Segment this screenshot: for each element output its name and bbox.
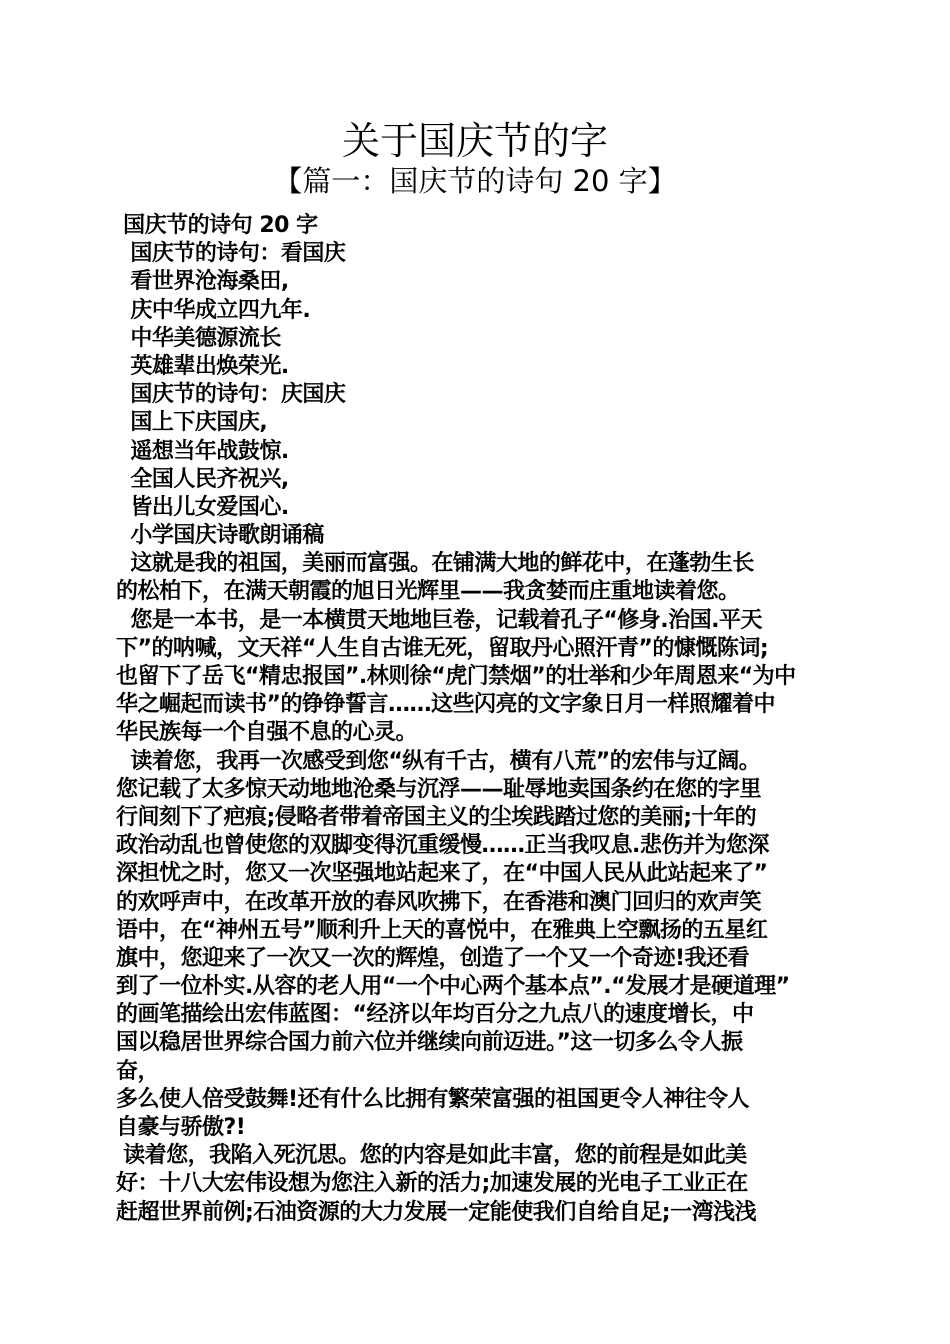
text-line: 语中，在“神州五号”顺利升上天的喜悦中，在雅典上空飘扬的五星红 (116, 917, 768, 943)
text-line: 华之崛起而读书”的铮铮誓言……这些闪亮的文字象日月一样照耀着中 (116, 692, 775, 718)
text-line: 国上下庆国庆, (116, 410, 268, 436)
text-line: 遥想当年战鼓惊. (116, 438, 289, 464)
text-line: 华民族每一个自强不息的心灵。 (116, 720, 418, 746)
text-line: 到了一位朴实.从容的老人用“一个中心两个基本点”.“发展才是硬道理” (116, 974, 790, 1000)
text-line: 下”的呐喊，文天祥“人生自古谁无死，留取丹心照汗青”的慷慨陈词; (116, 635, 769, 661)
text-line: 国庆节的诗句：看国庆 (116, 241, 346, 267)
text-line: 的画笔描绘出宏伟蓝图：“经济以年均百分之九点八的速度增长，中 (116, 1002, 754, 1028)
text-line: 国庆节的诗句 20 字 (116, 213, 318, 238)
text-line: 旗中，您迎来了一次又一次的辉煌，创造了一个又一个奇迹!我还看 (116, 945, 750, 971)
document-title: 关于国庆节的字 (341, 119, 608, 163)
text-line: 政治动乱也曾使您的双脚变得沉重缓慢……正当我叹息.悲伤并为您深 (116, 833, 769, 859)
text-line: 小学国庆诗歌朗诵稿 (116, 523, 324, 549)
document-subtitle: 【篇一：国庆节的诗句 20 字】 (273, 164, 677, 198)
text-line: 深担忧之时，您又一次坚强地站起来了，在“中国人民从此站起来了” (116, 861, 768, 887)
text-line: 这就是我的祖国，美丽而富强。在铺满大地的鲜花中，在蓬勃生长 (116, 551, 754, 577)
text-line: 的欢呼声中，在改革开放的春风吹拂下，在香港和澳门回归的欢声笑 (116, 889, 762, 915)
text-line: 国庆节的诗句：庆国庆 (116, 382, 346, 408)
text-line: 读着您，我再一次感受到您“纵有千古，横有八荒”的宏伟与辽阔。 (116, 748, 761, 774)
text-line: 皆出儿女爱国心. (116, 494, 289, 520)
text-line: 庆中华成立四九年. (116, 297, 311, 323)
text-line: 行间刻下了疤痕;侵略者带着帝国主义的尘埃践踏过您的美丽;十年的 (116, 804, 757, 830)
text-line: 您记载了太多惊天动地地沧桑与沉浮——耻辱地卖国条约在您的字里 (116, 776, 762, 802)
text-line: 自豪与骄傲?! (116, 1115, 246, 1140)
text-line: 您是一本书，是一本横贯天地地巨卷，记载着孔子“修身.治国.平天 (116, 607, 762, 633)
text-line: 中华美德源流长 (116, 325, 281, 351)
text-line: 国以稳居世界综合国力前六位并继续向前迈进。”这一切多么令人振 (116, 1030, 743, 1056)
text-line: 也留下了岳飞“精忠报国”.林则徐“虎门禁烟”的壮举和少年周恩来“为中 (116, 664, 796, 689)
text-line: 好：十八大宏伟设想为您注入新的活力;加速发展的光电子工业正在 (116, 1171, 748, 1197)
text-line: 读着您，我陷入死沉思。您的内容是如此丰富，您的前程是如此美 (116, 1143, 747, 1169)
text-line: 赶超世界前例;石油资源的大力发展一定能使我们自给自足;一湾浅浅 (116, 1199, 757, 1225)
text-line: 奋， (116, 1058, 160, 1084)
text-line: 多么使人倍受鼓舞!还有什么比拥有繁荣富强的祖国更令人神往令人 (116, 1086, 750, 1112)
text-line: 的松柏下，在满天朝霞的旭日光辉里——我贪婪而庄重地读着您。 (116, 579, 740, 605)
text-line: 全国人民齐祝兴, (116, 466, 289, 492)
text-line: 英雄辈出焕荣光. (116, 353, 289, 379)
document-body (116, 212, 836, 1227)
text-line: 看世界沧海桑田, (116, 269, 289, 295)
